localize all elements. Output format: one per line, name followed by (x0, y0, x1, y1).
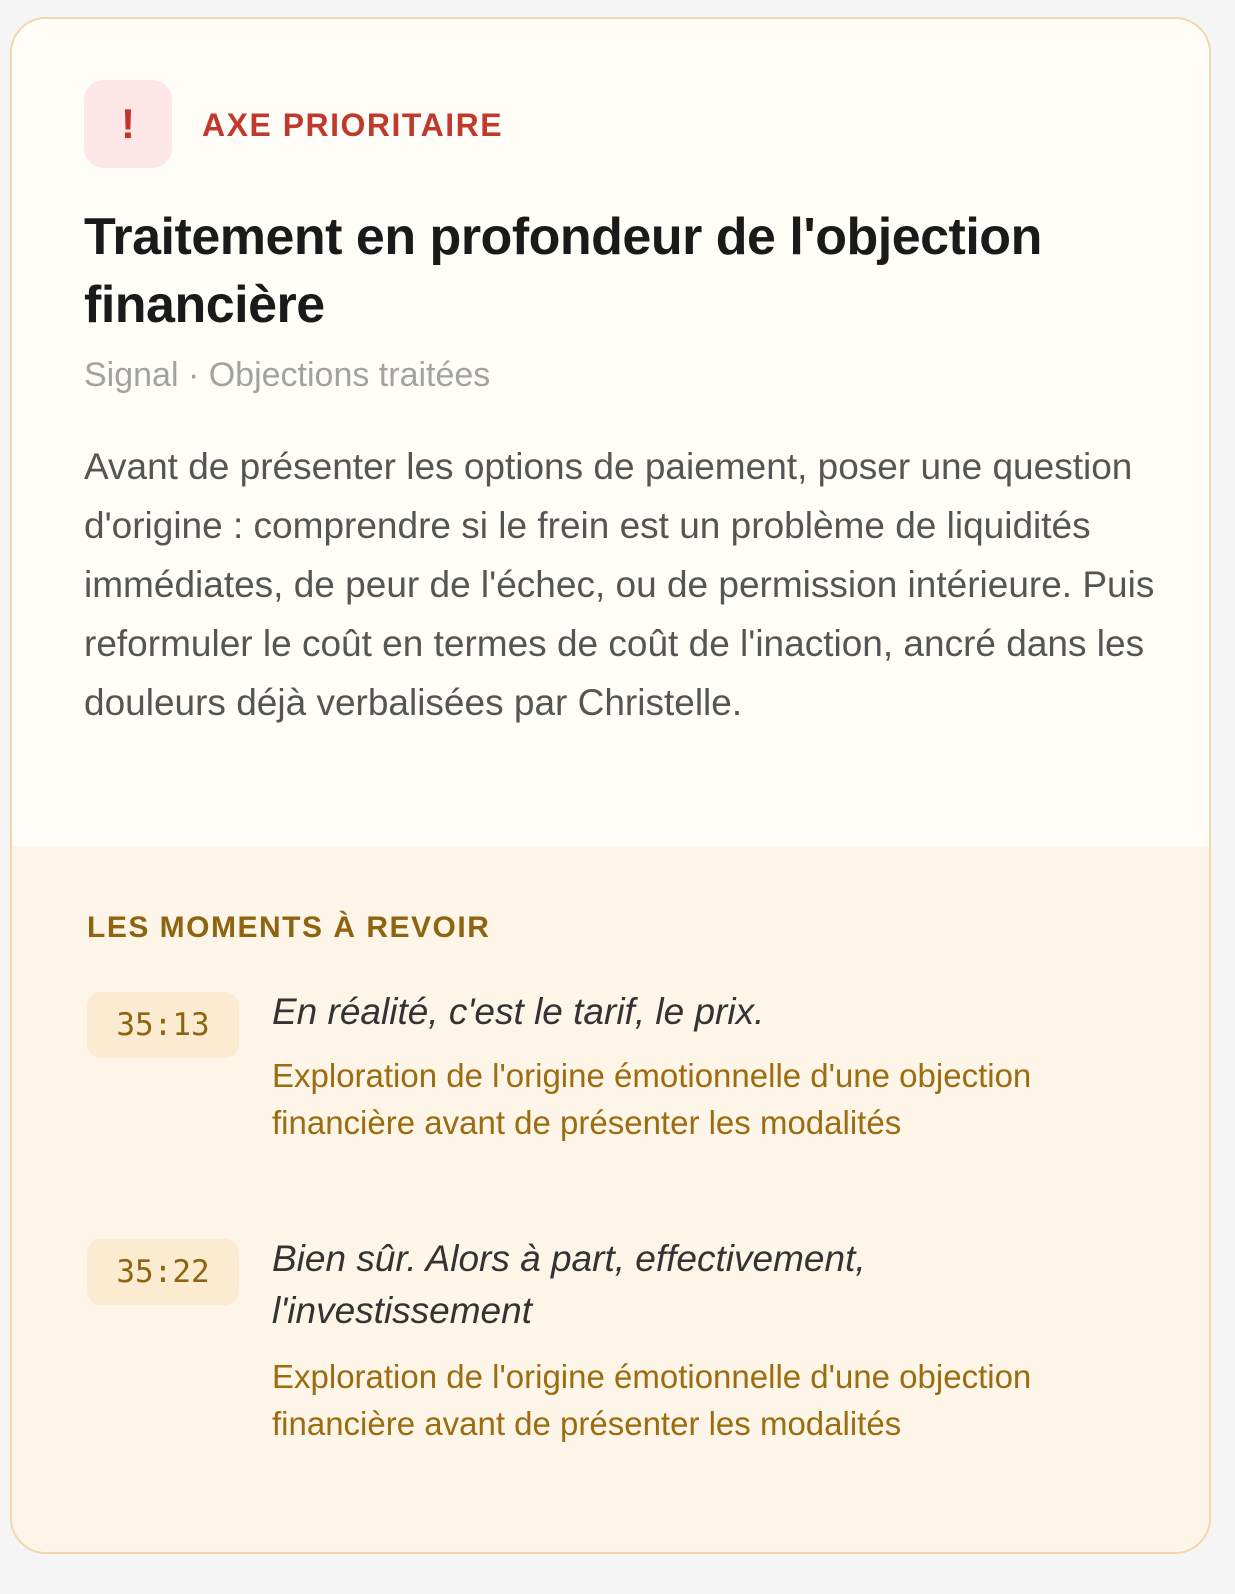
moment-quote: Bien sûr. Alors à part, effectivement, l'investissement (272, 1238, 866, 1331)
moments-section (12, 846, 1209, 1552)
card-header-section (12, 19, 1209, 846)
moment-note: Exploration de l'origine émotionnelle d'une objection financière avant de présenter les modalités (272, 1057, 1032, 1141)
moment-note: Exploration de l'origine émotionnelle d'une objection financière avant de présenter les modalités (272, 1358, 1032, 1442)
exclamation-icon: ! (121, 100, 135, 147)
timestamp-button[interactable]: 35:13 (87, 992, 239, 1058)
moments-title: LES MOMENTS À REVOIR (87, 911, 491, 944)
priority-badge (84, 80, 172, 168)
priority-axis-card (10, 17, 1211, 1554)
priority-label: AXE PRIORITAIRE (202, 107, 504, 143)
timestamp-button[interactable]: 35:22 (87, 1239, 239, 1305)
moment-quote: En réalité, c'est le tarif, le prix. (272, 991, 765, 1032)
card-title: Traitement en profondeur de l'objection financière (84, 208, 1042, 334)
card-description: Avant de présenter les options de paiement, poser une question d'origine : comprendre si le frein est un problème de liquidités immédiates, de peur de l'échec, ou de permission intérieure. Puis reformuler le coût en termes de coût de l'inaction, ancré dans les douleurs déjà verbalisées par Christelle. (84, 446, 1155, 723)
card-subtitle: Signal · Objections traitées (84, 356, 491, 394)
